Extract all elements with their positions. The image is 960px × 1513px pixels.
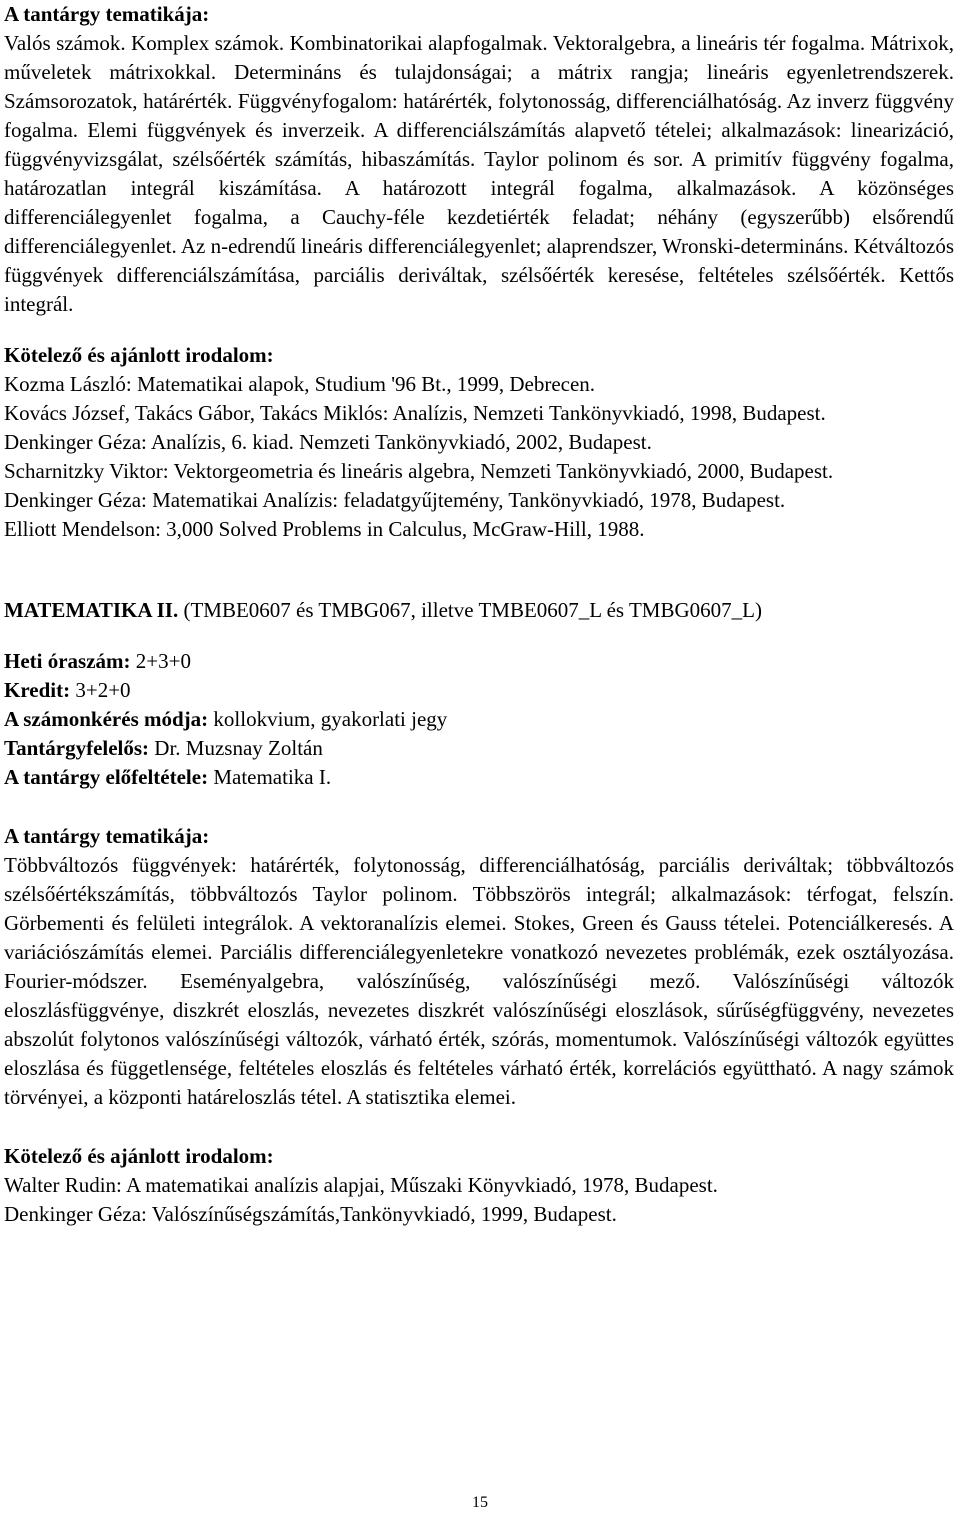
literature-item: Scharnitzky Viktor: Vektorgeometria és lineáris algebra, Nemzeti Tankönyvkiadó, 2000, Budapest. — [4, 459, 834, 483]
literature-item: Elliott Mendelson: 3,000 Solved Problems in Calculus, McGraw-Hill, 1988. — [4, 517, 645, 541]
field-value: 3+2+0 — [70, 678, 131, 702]
literature-item: Denkinger Géza: Valószínűségszámítás,Tankönyvkiadó, 1999, Budapest. — [4, 1202, 617, 1226]
course-title-codes: (TMBE0607 és TMBG067, illetve TMBE0607_L és TMBG0607_L) — [178, 598, 762, 622]
course-topics-paragraph: Többváltozós függvények: határérték, folytonosság, differenciálhatóság, parciális deriváltak; többváltozós szélsőértékszámítás, többváltozós Taylor polinom. Többszörös integrál; alkalmazások: térfogat, felszín. Görbementi és felületi integrálok. A vektoranalízis elemei. Stokes, Green és Gauss tételei. Potenciálkeresés. A variációszámítás elemei. Parciális differenciálegyenletekre vonatkozó nevezetes problémák, ezek osztályozása. Fourier-módszer. Eseményalgebra, valószínűség, valószínűségi mező. Valószínűségi változók eloszlásfüggvénye, diszkrét eloszlás, nevezetes diszkrét valószínűségi eloszlások, sűrűségfüggvény, nevezetes abszolút folytonos valószínűségi változók, várható érték, szórás, momentumok. Valószínűségi változók együttes eloszlása és függetlensége, feltételes eloszlás és feltételes várható érték, korrelációs együttható. A nagy számok törvényei, a központi határeloszlás tétel. A statisztika elemei. — [4, 853, 954, 1109]
literature-list — [4, 370, 954, 544]
literature-item: Walter Rudin: A matematikai analízis alapjai, Műszaki Könyvkiadó, 1978, Budapest. — [4, 1173, 718, 1197]
field-value: Matematika I. — [208, 765, 332, 789]
field-value: kollokvium, gyakorlati jegy — [208, 707, 448, 731]
field-credit — [4, 676, 954, 705]
literature-item: Denkinger Géza: Analízis, 6. kiad. Nemzeti Tankönyvkiadó, 2002, Budapest. — [4, 430, 652, 454]
literature-item: Kovács József, Takács Gábor, Takács Miklós: Analízis, Nemzeti Tankönyvkiadó, 1998, Budapest. — [4, 401, 826, 425]
course-title-name: MATEMATIKA II. — [4, 598, 179, 622]
field-assessment — [4, 705, 954, 734]
field-label: A számonkérés módja: — [4, 707, 209, 731]
page-number: 15 — [472, 1494, 488, 1511]
field-responsible — [4, 734, 954, 763]
field-label: Tantárgyfelelős: — [4, 736, 150, 760]
course-title — [4, 596, 954, 625]
document-page — [4, 0, 954, 1229]
literature-item: Kozma László: Matematikai alapok, Studium '96 Bt., 1999, Debrecen. — [4, 372, 596, 396]
field-label: A tantárgy előfeltétele: — [4, 765, 209, 789]
field-label: Kredit: — [4, 678, 71, 702]
course-literature-heading: Kötelező és ajánlott irodalom: — [4, 1144, 274, 1168]
field-prerequisite — [4, 763, 954, 792]
field-label: Heti óraszám: — [4, 649, 131, 673]
literature-item: Denkinger Géza: Matematikai Analízis: feladatgyűjtemény, Tankönyvkiadó, 1978, Budapest. — [4, 488, 786, 512]
field-value: Dr. Muzsnay Zoltán — [149, 736, 323, 760]
literature-heading: Kötelező és ajánlott irodalom: — [4, 343, 274, 367]
field-weekly-hours — [4, 647, 954, 676]
course-fields — [4, 647, 954, 792]
topics-paragraph: Valós számok. Komplex számok. Kombinatorikai alapfogalmak. Vektoralgebra, a lineáris tér fogalma. Mátrixok, műveletek mátrixokkal. Determináns és tulajdonságai; a mátrix rangja; lineáris egyenletrendszerek. Számsorozatok, határérték. Függvényfogalom: határérték, folytonosság, differenciálhatóság. Az inverz függvény fogalma. Elemi függvények és inverzeik. A differenciálszámítás alapvető tételei; alkalmazások: linearizáció, függvényvizsgálat, szélsőérték számítás, hibaszámítás. Taylor polinom és sor. A primitív függvény fogalma, határozatlan integrál kiszámítása. A határozott integrál fogalma, alkalmazások. A közönséges differenciálegyenlet fogalma, a Cauchy-féle kezdetiérték feladat; néhány (egyszerűbb) elsőrendű differenciálegyenlet. Az n-edrendű lineáris differenciálegyenlet; alaprendszer, Wronski-determináns. Kétváltozós függvények differenciálszámítása, parciális deriváltak, szélsőérték keresése, feltételes szélsőérték. Kettős integrál. — [4, 31, 954, 316]
field-value: 2+3+0 — [130, 649, 191, 673]
course-literature-list — [4, 1171, 954, 1229]
topics-heading: A tantárgy tematikája: — [4, 2, 210, 26]
course-topics-heading: A tantárgy tematikája: — [4, 824, 210, 848]
